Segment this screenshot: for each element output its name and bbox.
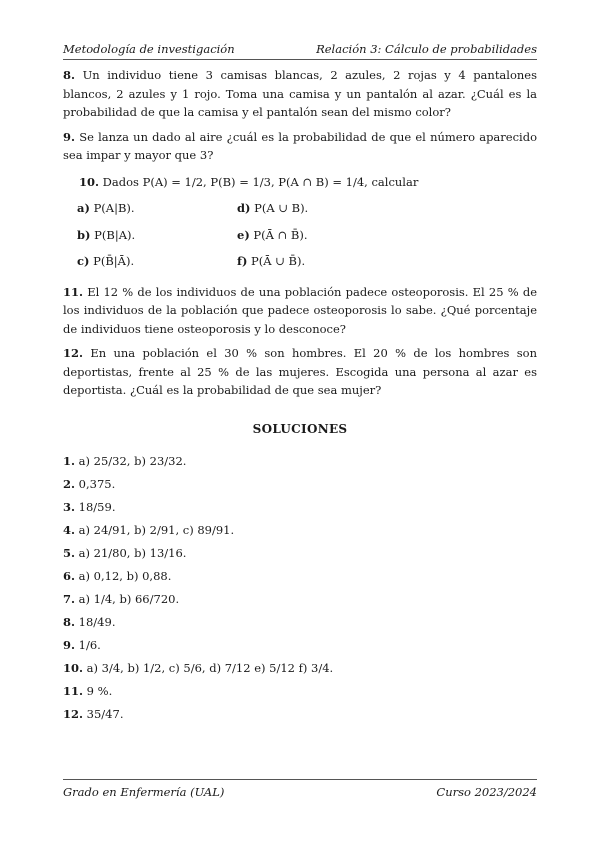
solutions-title: SOLUCIONES [252, 421, 348, 436]
problem-8: 8. Un individuo tiene 3 camisas blancas, 2 azules, 2 rojas y 4 pantalones blancos, 2 azules y 1 rojo. Toma una camisa y un pantalón al azar. ¿Cuál es la probabilidad de que la camisa y el pantalón sean del mismo color? [63, 68, 538, 119]
solution-10: 10. a) 3/4, b) 1/2, c) 5/6, d) 7/12 e) 5/12 f) 3/4. [63, 661, 334, 675]
problem-10-items [77, 199, 537, 271]
problem-12: 12. En una población el 30 % son hombres. El 20 % de los hombres son deportistas, frente al 25 % de las mujeres. Escogida una persona al azar es deportista. ¿Cuál es la probabilidad de que sea mujer? [63, 346, 537, 397]
solution-11: 11. 9 %. [63, 684, 113, 698]
solutions-list [63, 452, 537, 723]
solution-1: 1. a) 25/32, b) 23/32. [63, 454, 187, 468]
solution-7: 7. a) 1/4, b) 66/720. [63, 592, 180, 606]
problem-10: 10. Dados P(A) = 1/2, P(B) = 1/3, P(A ∩ B) = 1/4, calcular [79, 174, 419, 189]
footer-degree: Grado en Enfermería (UAL) [63, 785, 225, 799]
item-f: f) P(Ā ∪ B̄). [237, 254, 306, 268]
solution-4: 4. a) 24/91, b) 2/91, c) 89/91. [63, 523, 235, 537]
page-header [63, 42, 537, 60]
problem-9: 9. Se lanza un dado al aire ¿cuál es la probabilidad de que el número aparecido sea impar y mayor que 3? [63, 129, 537, 162]
footer-year: Curso 2023/2024 [436, 785, 537, 799]
solution-12: 12. 35/47. [63, 707, 124, 721]
item-b: b) P(B|A). [77, 227, 136, 242]
solution-2: 2. 0,375. [63, 477, 116, 491]
solution-3: 3. 18/59. [63, 500, 116, 514]
solution-5: 5. a) 21/80, b) 13/16. [63, 546, 187, 560]
item-c: c) P(B̄|Ā). [77, 254, 135, 268]
header-section: Relación 3: Cálculo de probabilidades [316, 42, 537, 56]
item-a: a) P(A|B). [77, 201, 135, 215]
item-e: e) P(Ā ∩ B̄). [237, 227, 308, 242]
problem-11: 11. El 12 % de los individuos de una población padece osteoporosis. El 25 % de los individuos de la población que padece osteoporosis lo sabe. ¿Qué porcentaje de individuos tiene osteoporosis y lo desconoce? [63, 284, 538, 336]
page-footer [63, 779, 537, 799]
solution-9: 9. 1/6. [63, 638, 101, 652]
header-course: Metodología de investigación [63, 42, 235, 56]
solution-8: 8. 18/49. [63, 615, 116, 629]
solution-6: 6. a) 0,12, b) 0,88. [63, 569, 172, 583]
item-d: d) P(A ∪ B). [237, 201, 309, 215]
page-content [63, 66, 537, 728]
